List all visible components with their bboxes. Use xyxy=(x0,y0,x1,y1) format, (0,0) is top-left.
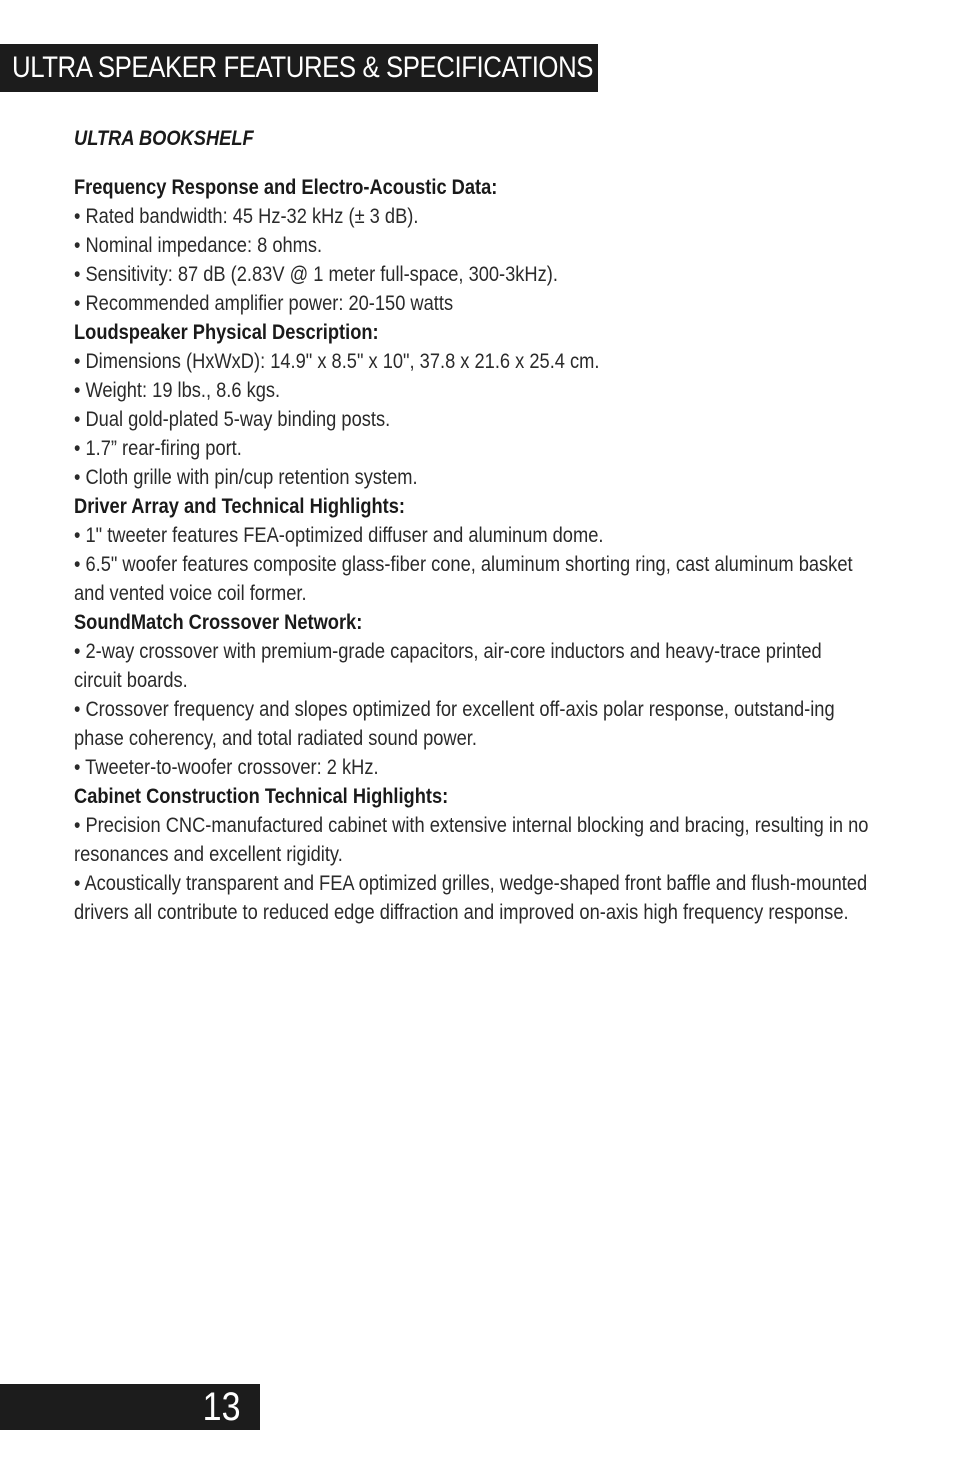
section-cabinet-construction xyxy=(74,782,874,927)
section-heading: Frequency Response and Electro-Acoustic Data: xyxy=(74,176,498,199)
spec-item: • Weight: 19 lbs., 8.6 kgs. xyxy=(74,379,281,402)
page-number: 13 xyxy=(202,1385,240,1429)
section-heading: SoundMatch Crossover Network: xyxy=(74,611,363,634)
spec-item: • Dual gold-plated 5-way binding posts. xyxy=(74,408,391,431)
spec-content xyxy=(74,124,874,927)
section-crossover-network xyxy=(74,608,874,782)
section-heading: Cabinet Construction Technical Highlights: xyxy=(74,785,449,808)
spec-item: • Sensitivity: 87 dB (2.83V @ 1 meter full-space, 300-3kHz). xyxy=(74,263,558,286)
spec-item: • 1.7” rear-firing port. xyxy=(74,437,242,460)
spec-item: • Cloth grille with pin/cup retention system. xyxy=(74,466,418,489)
spec-item: • 2-way crossover with premium-grade capacitors, air-core inductors and heavy-trace printed circuit boards. xyxy=(74,640,822,692)
spec-item: • Recommended amplifier power: 20-150 watts xyxy=(74,292,454,315)
spec-item: • Nominal impedance: 8 ohms. xyxy=(74,234,323,257)
spec-item: • Crossover frequency and slopes optimized for excellent off-axis polar response, outstand-ing phase coherency, and total radiated sound power. xyxy=(74,698,835,750)
footer-bar xyxy=(0,1384,260,1430)
header-bar xyxy=(0,44,598,92)
spec-item: • 6.5" woofer features composite glass-fiber cone, aluminum shorting ring, cast aluminum basket and vented voice coil former. xyxy=(74,553,853,605)
spec-item: • Rated bandwidth: 45 Hz-32 kHz (± 3 dB). xyxy=(74,205,419,228)
section-heading: Loudspeaker Physical Description: xyxy=(74,321,379,344)
section-heading: Driver Array and Technical Highlights: xyxy=(74,495,405,518)
section-driver-array xyxy=(74,492,874,608)
spec-item: • Precision CNC-manufactured cabinet with extensive internal blocking and bracing, resulting in no resonances and excellent rigidity. xyxy=(74,814,869,866)
spec-item: • Tweeter-to-woofer crossover: 2 kHz. xyxy=(74,756,379,779)
section-physical-description xyxy=(74,318,874,492)
spec-item: • 1" tweeter features FEA-optimized diffuser and aluminum dome. xyxy=(74,524,604,547)
spec-item: • Acoustically transparent and FEA optimized grilles, wedge-shaped front baffle and flush-mounted drivers all contribute to reduced edge diffraction and improved on-axis high frequency response. xyxy=(74,872,868,924)
product-title: ULTRA BOOKSHELF xyxy=(74,127,254,150)
page-title: ULTRA SPEAKER FEATURES & SPECIFICATIONS xyxy=(12,51,594,84)
spec-item: • Dimensions (HxWxD): 14.9" x 8.5" x 10", 37.8 x 21.6 x 25.4 cm. xyxy=(74,350,600,373)
section-frequency-response xyxy=(74,173,874,318)
